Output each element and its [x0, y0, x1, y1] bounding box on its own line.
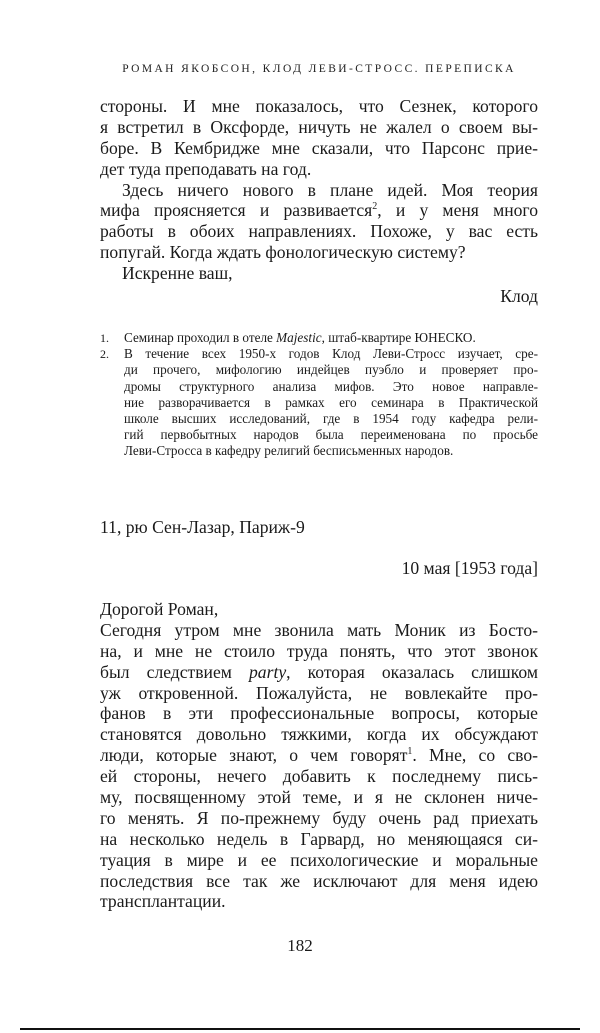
text-line: туация в мире и ее психологические и моральные [100, 849, 538, 870]
letter-address: 11, рю Сен-Лазар, Париж-9 [100, 517, 305, 537]
letter-continuation [100, 96, 538, 307]
text-line: боре. В Кембридже мне сказали, что Парсонс прие- [100, 137, 538, 158]
italic-word: party [249, 661, 287, 682]
letter-body [100, 599, 538, 912]
text-line: Сегодня утром мне звонила мать Моник из Босто- [100, 619, 538, 640]
text-span: мифа проясняется и развивается [100, 200, 373, 221]
footnote-line: гий первобытных народов была переименована по просьбе [124, 427, 538, 443]
footnotes [100, 330, 538, 460]
page-number: 182 [287, 936, 313, 955]
closing-line: Искренне ваш, [122, 263, 233, 284]
text-span: . Мне, со сво- [412, 745, 539, 766]
footnote-line: ние разворачивается в рамках его семинара в Практической [124, 394, 538, 410]
footnote-line: ди прочего, мифологию индейцев пуэбло и проверяет про- [124, 362, 538, 378]
text-line: фанов в эти профессиональные вопросы, которые [100, 703, 538, 724]
text-line: ей стороны, нечего добавить к последнему пись- [100, 766, 538, 787]
text-line: работы в обоих направлениях. Похоже, у вас есть [100, 221, 538, 242]
footnote-ref-2[interactable]: 2 [372, 201, 378, 213]
text-span: , которая оказалась слишком [286, 661, 538, 682]
text-span: люди, которые знают, о чем говорят [100, 745, 408, 766]
footnote-2 [100, 346, 538, 362]
text-line: последствия все так же исключают для меня идею [100, 870, 538, 891]
text-line: дет туда преподавать на год. [100, 158, 312, 179]
letter-date: 10 мая [1953 года] [401, 558, 538, 578]
salutation: Дорогой Роман, [100, 599, 219, 619]
footnote-1 [100, 330, 538, 346]
footnote-text: Семинар проходил в отеле [124, 330, 277, 345]
footnote-number: 1. [100, 331, 109, 345]
footnote-text: В течение всех 1950-х годов Клод Леви-Стросс изучает, сре- [124, 346, 538, 362]
footnote-italic: Majestic [276, 330, 322, 345]
text-line: становятся довольно тяжкими, когда их обсуждают [100, 724, 538, 745]
bottom-rule [20, 1028, 580, 1030]
footnote-number: 2. [100, 347, 109, 362]
running-head: РОМАН ЯКОБСОН, КЛОД ЛЕВИ-СТРОСС. ПЕРЕПИСКА [122, 63, 516, 75]
text-line [100, 200, 538, 221]
text-line: я встретил в Оксфорде, ничуть не жалел о своем вы- [100, 116, 538, 137]
text-line: го менять. Я по-прежнему буду очень рад приехать [100, 807, 538, 828]
text-line: трансплантации. [100, 891, 226, 912]
text-line: попугай. Когда ждать фонологическую систему? [100, 242, 466, 263]
text-line: стороны. И мне показалось, что Сезнек, которого [100, 96, 538, 116]
footnote-line: школе высших исследований, где в 1954 году кафедра рели- [124, 410, 538, 426]
footnote-text: , штаб-квартире ЮНЕСКО. [321, 330, 476, 345]
text-span: был следствием [100, 661, 249, 682]
text-line: Здесь ничего нового в плане идей. Моя теория [122, 179, 538, 200]
text-line [100, 745, 538, 766]
footnote-line: Леви-Стросса в кафедру религий бесписьменных народов. [124, 443, 454, 459]
signature: Клод [500, 286, 538, 307]
text-line: му, посвященному этой теме, и я не склонен ниче- [100, 787, 538, 808]
text-line: на несколько недель в Гарвард, но меняющаяся си- [100, 828, 538, 849]
footnote-line: дромы структурного анализа мифов. Это новое направле- [124, 378, 538, 394]
text-span: , и у меня много [377, 200, 538, 221]
text-line [100, 662, 538, 683]
text-line: на, и мне не стоило труда понять, что этот звонок [100, 640, 538, 661]
footnote-ref-1[interactable]: 1 [407, 746, 413, 758]
text-line: уж откровенной. Пожалуйста, не вовлекайте про- [100, 682, 538, 703]
